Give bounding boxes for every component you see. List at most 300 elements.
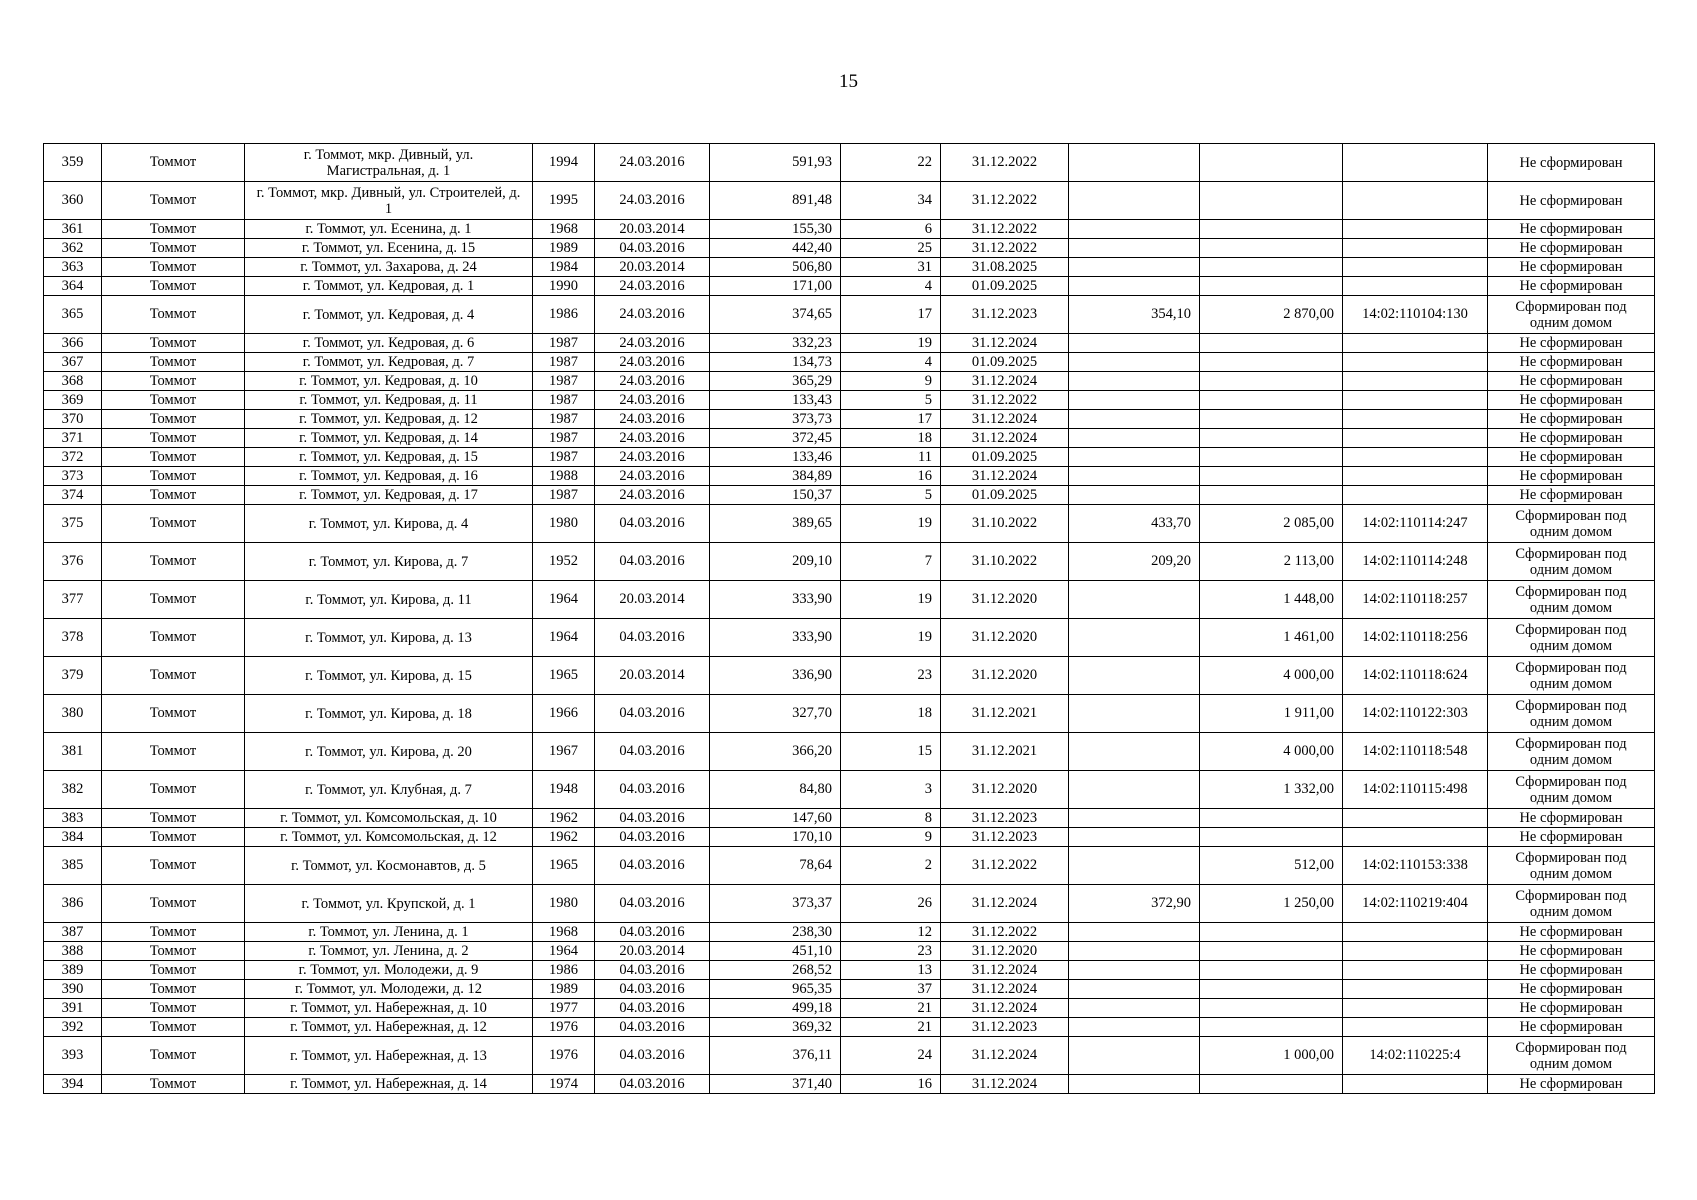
cell-date: 24.03.2016 [595, 372, 710, 391]
cell-deadline: 31.12.2020 [941, 581, 1069, 619]
table-row [44, 733, 1655, 771]
cell-land-area [1069, 1018, 1200, 1037]
cell-land-area: 372,90 [1069, 885, 1200, 923]
cell-land-area [1069, 581, 1200, 619]
cell-cadastral-number: 14:02:110219:404 [1343, 885, 1488, 923]
cell-land-area [1069, 657, 1200, 695]
housing-registry-table [43, 143, 1655, 1094]
cell-area: 891,48 [710, 182, 841, 220]
cell-deadline: 01.09.2025 [941, 277, 1069, 296]
cell-year-built: 1987 [533, 353, 595, 372]
cell-locality: Томмот [102, 809, 245, 828]
cell-cadastral-area [1200, 467, 1343, 486]
table-row [44, 657, 1655, 695]
cell-locality: Томмот [102, 353, 245, 372]
cell-residents: 23 [841, 657, 941, 695]
cell-residents: 2 [841, 847, 941, 885]
cell-residents: 34 [841, 182, 941, 220]
cell-area: 506,80 [710, 258, 841, 277]
cell-locality: Томмот [102, 847, 245, 885]
cell-land-status: Не сформирован [1488, 980, 1655, 999]
cell-land-status: Сформирован под одним домом [1488, 581, 1655, 619]
cell-area: 147,60 [710, 809, 841, 828]
cell-date: 24.03.2016 [595, 429, 710, 448]
cell-date: 24.03.2016 [595, 182, 710, 220]
cell-residents: 17 [841, 296, 941, 334]
cell-address: г. Томмот, ул. Захарова, д. 24 [245, 258, 533, 277]
cell-date: 04.03.2016 [595, 847, 710, 885]
cell-locality: Томмот [102, 505, 245, 543]
cell-cadastral-number [1343, 372, 1488, 391]
cell-residents: 25 [841, 239, 941, 258]
cell-area: 133,46 [710, 448, 841, 467]
cell-address: г. Томмот, ул. Кедровая, д. 12 [245, 410, 533, 429]
cell-address: г. Томмот, ул. Кедровая, д. 10 [245, 372, 533, 391]
cell-locality: Томмот [102, 543, 245, 581]
cell-date: 04.03.2016 [595, 619, 710, 657]
cell-locality: Томмот [102, 220, 245, 239]
cell-land-area [1069, 448, 1200, 467]
cell-land-status: Сформирован под одним домом [1488, 733, 1655, 771]
cell-cadastral-area: 1 332,00 [1200, 771, 1343, 809]
cell-residents: 21 [841, 999, 941, 1018]
cell-locality: Томмот [102, 733, 245, 771]
cell-deadline: 31.12.2022 [941, 239, 1069, 258]
cell-date: 04.03.2016 [595, 733, 710, 771]
cell-year-built: 1995 [533, 182, 595, 220]
cell-cadastral-area [1200, 334, 1343, 353]
cell-year-built: 1994 [533, 144, 595, 182]
cell-row-number: 365 [44, 296, 102, 334]
cell-cadastral-number [1343, 467, 1488, 486]
cell-year-built: 1965 [533, 657, 595, 695]
cell-deadline: 31.12.2024 [941, 429, 1069, 448]
cell-year-built: 1948 [533, 771, 595, 809]
cell-land-status: Не сформирован [1488, 144, 1655, 182]
cell-land-area [1069, 619, 1200, 657]
cell-area: 327,70 [710, 695, 841, 733]
cell-locality: Томмот [102, 771, 245, 809]
cell-deadline: 31.12.2024 [941, 334, 1069, 353]
cell-cadastral-number [1343, 1075, 1488, 1094]
cell-area: 333,90 [710, 619, 841, 657]
cell-address: г. Томмот, ул. Ленина, д. 2 [245, 942, 533, 961]
cell-year-built: 1984 [533, 258, 595, 277]
cell-address: г. Томмот, ул. Кирова, д. 15 [245, 657, 533, 695]
cell-cadastral-area [1200, 828, 1343, 847]
table-row [44, 1075, 1655, 1094]
cell-area: 365,29 [710, 372, 841, 391]
cell-locality: Томмот [102, 619, 245, 657]
cell-cadastral-area: 2 085,00 [1200, 505, 1343, 543]
cell-address: г. Томмот, мкр. Дивный, ул. Магистральная, д. 1 [245, 144, 533, 182]
cell-locality: Томмот [102, 410, 245, 429]
cell-area: 209,10 [710, 543, 841, 581]
cell-deadline: 31.12.2024 [941, 467, 1069, 486]
cell-address: г. Томмот, ул. Крупской, д. 1 [245, 885, 533, 923]
table-row [44, 429, 1655, 448]
cell-land-status: Не сформирован [1488, 1075, 1655, 1094]
cell-land-status: Не сформирован [1488, 277, 1655, 296]
cell-year-built: 1964 [533, 942, 595, 961]
cell-year-built: 1990 [533, 277, 595, 296]
cell-area: 965,35 [710, 980, 841, 999]
cell-land-status: Не сформирован [1488, 467, 1655, 486]
cell-area: 84,80 [710, 771, 841, 809]
cell-deadline: 31.12.2024 [941, 372, 1069, 391]
cell-land-status: Не сформирован [1488, 828, 1655, 847]
cell-date: 04.03.2016 [595, 1037, 710, 1075]
cell-cadastral-number [1343, 429, 1488, 448]
cell-date: 04.03.2016 [595, 809, 710, 828]
cell-residents: 7 [841, 543, 941, 581]
cell-address: г. Томмот, ул. Кедровая, д. 15 [245, 448, 533, 467]
table-row [44, 1018, 1655, 1037]
cell-address: г. Томмот, ул. Молодежи, д. 12 [245, 980, 533, 999]
table-row [44, 486, 1655, 505]
cell-locality: Томмот [102, 239, 245, 258]
cell-row-number: 394 [44, 1075, 102, 1094]
cell-cadastral-number [1343, 1018, 1488, 1037]
cell-row-number: 386 [44, 885, 102, 923]
cell-residents: 5 [841, 391, 941, 410]
cell-row-number: 377 [44, 581, 102, 619]
cell-row-number: 378 [44, 619, 102, 657]
cell-land-status: Не сформирован [1488, 353, 1655, 372]
cell-deadline: 31.12.2022 [941, 182, 1069, 220]
cell-locality: Томмот [102, 296, 245, 334]
cell-locality: Томмот [102, 581, 245, 619]
table-row [44, 619, 1655, 657]
cell-area: 369,32 [710, 1018, 841, 1037]
table-row [44, 448, 1655, 467]
cell-cadastral-area [1200, 220, 1343, 239]
table-row [44, 980, 1655, 999]
table-row [44, 543, 1655, 581]
cell-residents: 21 [841, 1018, 941, 1037]
cell-area: 499,18 [710, 999, 841, 1018]
cell-land-area [1069, 410, 1200, 429]
table-row [44, 961, 1655, 980]
cell-deadline: 31.12.2023 [941, 296, 1069, 334]
cell-row-number: 389 [44, 961, 102, 980]
table-row [44, 1037, 1655, 1075]
cell-residents: 8 [841, 809, 941, 828]
cell-land-area [1069, 182, 1200, 220]
cell-land-status: Сформирован под одним домом [1488, 847, 1655, 885]
cell-row-number: 392 [44, 1018, 102, 1037]
cell-row-number: 385 [44, 847, 102, 885]
cell-address: г. Томмот, ул. Есенина, д. 1 [245, 220, 533, 239]
cell-address: г. Томмот, ул. Кедровая, д. 4 [245, 296, 533, 334]
cell-address: г. Томмот, ул. Кирова, д. 11 [245, 581, 533, 619]
cell-year-built: 1967 [533, 733, 595, 771]
cell-address: г. Томмот, ул. Молодежи, д. 9 [245, 961, 533, 980]
cell-cadastral-area [1200, 410, 1343, 429]
cell-deadline: 01.09.2025 [941, 353, 1069, 372]
cell-residents: 16 [841, 467, 941, 486]
cell-land-status: Сформирован под одним домом [1488, 619, 1655, 657]
cell-cadastral-number: 14:02:110118:257 [1343, 581, 1488, 619]
cell-address: г. Томмот, ул. Комсомольская, д. 12 [245, 828, 533, 847]
cell-locality: Томмот [102, 429, 245, 448]
cell-land-area [1069, 942, 1200, 961]
cell-land-area [1069, 733, 1200, 771]
cell-residents: 23 [841, 942, 941, 961]
cell-cadastral-number [1343, 182, 1488, 220]
cell-land-area [1069, 239, 1200, 258]
cell-area: 373,37 [710, 885, 841, 923]
cell-locality: Томмот [102, 695, 245, 733]
cell-area: 374,65 [710, 296, 841, 334]
cell-residents: 3 [841, 771, 941, 809]
cell-land-area [1069, 828, 1200, 847]
cell-land-status: Не сформирован [1488, 429, 1655, 448]
cell-land-status: Сформирован под одним домом [1488, 543, 1655, 581]
cell-land-status: Не сформирован [1488, 220, 1655, 239]
cell-date: 04.03.2016 [595, 543, 710, 581]
cell-year-built: 1977 [533, 999, 595, 1018]
cell-row-number: 360 [44, 182, 102, 220]
cell-cadastral-area [1200, 277, 1343, 296]
cell-deadline: 31.12.2022 [941, 144, 1069, 182]
cell-cadastral-number: 14:02:110104:130 [1343, 296, 1488, 334]
cell-land-area: 209,20 [1069, 543, 1200, 581]
cell-year-built: 1987 [533, 391, 595, 410]
cell-cadastral-area [1200, 448, 1343, 467]
cell-cadastral-number [1343, 942, 1488, 961]
cell-land-area [1069, 847, 1200, 885]
cell-locality: Томмот [102, 144, 245, 182]
cell-land-area [1069, 999, 1200, 1018]
cell-area: 150,37 [710, 486, 841, 505]
cell-cadastral-number [1343, 277, 1488, 296]
cell-address: г. Томмот, ул. Кедровая, д. 14 [245, 429, 533, 448]
cell-area: 238,30 [710, 923, 841, 942]
cell-residents: 12 [841, 923, 941, 942]
cell-year-built: 1966 [533, 695, 595, 733]
cell-area: 155,30 [710, 220, 841, 239]
table-row [44, 505, 1655, 543]
cell-locality: Томмот [102, 885, 245, 923]
cell-year-built: 1968 [533, 923, 595, 942]
table-row [44, 467, 1655, 486]
cell-cadastral-area [1200, 1018, 1343, 1037]
cell-locality: Томмот [102, 961, 245, 980]
cell-area: 372,45 [710, 429, 841, 448]
cell-residents: 15 [841, 733, 941, 771]
table-row [44, 144, 1655, 182]
cell-land-status: Не сформирован [1488, 942, 1655, 961]
cell-cadastral-number [1343, 923, 1488, 942]
cell-date: 24.03.2016 [595, 448, 710, 467]
cell-address: г. Томмот, ул. Кедровая, д. 16 [245, 467, 533, 486]
cell-date: 20.03.2014 [595, 581, 710, 619]
cell-row-number: 375 [44, 505, 102, 543]
cell-date: 04.03.2016 [595, 885, 710, 923]
cell-date: 20.03.2014 [595, 220, 710, 239]
table-row [44, 353, 1655, 372]
cell-land-area [1069, 277, 1200, 296]
cell-row-number: 380 [44, 695, 102, 733]
cell-land-status: Сформирован под одним домом [1488, 771, 1655, 809]
cell-deadline: 31.12.2021 [941, 733, 1069, 771]
cell-cadastral-number: 14:02:110122:303 [1343, 695, 1488, 733]
cell-address: г. Томмот, ул. Набережная, д. 13 [245, 1037, 533, 1075]
cell-land-area [1069, 144, 1200, 182]
cell-cadastral-number [1343, 220, 1488, 239]
table-body [44, 144, 1655, 1094]
cell-row-number: 362 [44, 239, 102, 258]
cell-cadastral-area: 4 000,00 [1200, 657, 1343, 695]
cell-deadline: 31.08.2025 [941, 258, 1069, 277]
cell-row-number: 393 [44, 1037, 102, 1075]
cell-cadastral-area [1200, 182, 1343, 220]
cell-cadastral-number [1343, 239, 1488, 258]
cell-locality: Томмот [102, 277, 245, 296]
cell-deadline: 31.12.2024 [941, 999, 1069, 1018]
table-row [44, 923, 1655, 942]
cell-locality: Томмот [102, 999, 245, 1018]
cell-area: 376,11 [710, 1037, 841, 1075]
cell-cadastral-number [1343, 144, 1488, 182]
cell-locality: Томмот [102, 467, 245, 486]
cell-row-number: 368 [44, 372, 102, 391]
cell-deadline: 31.12.2020 [941, 771, 1069, 809]
cell-address: г. Томмот, ул. Кедровая, д. 11 [245, 391, 533, 410]
cell-deadline: 31.12.2020 [941, 619, 1069, 657]
cell-row-number: 390 [44, 980, 102, 999]
cell-cadastral-number [1343, 353, 1488, 372]
table-row [44, 258, 1655, 277]
cell-land-status: Сформирован под одним домом [1488, 296, 1655, 334]
cell-deadline: 31.12.2020 [941, 942, 1069, 961]
cell-cadastral-area: 512,00 [1200, 847, 1343, 885]
cell-deadline: 31.12.2021 [941, 695, 1069, 733]
cell-row-number: 363 [44, 258, 102, 277]
cell-address: г. Томмот, ул. Ленина, д. 1 [245, 923, 533, 942]
cell-deadline: 31.10.2022 [941, 505, 1069, 543]
cell-address: г. Томмот, ул. Кирова, д. 20 [245, 733, 533, 771]
cell-year-built: 1987 [533, 429, 595, 448]
cell-address: г. Томмот, ул. Кедровая, д. 7 [245, 353, 533, 372]
cell-locality: Томмот [102, 828, 245, 847]
cell-residents: 22 [841, 144, 941, 182]
cell-residents: 19 [841, 581, 941, 619]
cell-area: 133,43 [710, 391, 841, 410]
cell-date: 24.03.2016 [595, 277, 710, 296]
cell-deadline: 31.12.2023 [941, 1018, 1069, 1037]
cell-land-area [1069, 486, 1200, 505]
cell-address: г. Томмот, ул. Кирова, д. 7 [245, 543, 533, 581]
table-row [44, 942, 1655, 961]
cell-locality: Томмот [102, 258, 245, 277]
table-row [44, 391, 1655, 410]
cell-residents: 11 [841, 448, 941, 467]
cell-address: г. Томмот, ул. Клубная, д. 7 [245, 771, 533, 809]
cell-residents: 24 [841, 1037, 941, 1075]
cell-land-status: Сформирован под одним домом [1488, 1037, 1655, 1075]
cell-locality: Томмот [102, 980, 245, 999]
cell-land-status: Сформирован под одним домом [1488, 695, 1655, 733]
cell-cadastral-number [1343, 448, 1488, 467]
cell-cadastral-number: 14:02:110118:548 [1343, 733, 1488, 771]
cell-cadastral-area [1200, 429, 1343, 448]
cell-land-status: Не сформирован [1488, 448, 1655, 467]
cell-date: 24.03.2016 [595, 334, 710, 353]
cell-cadastral-area [1200, 258, 1343, 277]
table-row [44, 277, 1655, 296]
cell-year-built: 1964 [533, 619, 595, 657]
cell-residents: 19 [841, 505, 941, 543]
cell-cadastral-area: 2 113,00 [1200, 543, 1343, 581]
cell-address: г. Томмот, ул. Кирова, д. 18 [245, 695, 533, 733]
cell-date: 24.03.2016 [595, 410, 710, 429]
cell-land-area [1069, 334, 1200, 353]
cell-address: г. Томмот, ул. Кирова, д. 4 [245, 505, 533, 543]
cell-land-area [1069, 923, 1200, 942]
cell-land-area: 354,10 [1069, 296, 1200, 334]
cell-area: 591,93 [710, 144, 841, 182]
cell-deadline: 31.12.2023 [941, 828, 1069, 847]
cell-residents: 26 [841, 885, 941, 923]
cell-residents: 13 [841, 961, 941, 980]
cell-year-built: 1987 [533, 372, 595, 391]
cell-cadastral-area: 4 000,00 [1200, 733, 1343, 771]
cell-year-built: 1986 [533, 296, 595, 334]
cell-land-area [1069, 372, 1200, 391]
cell-cadastral-number [1343, 334, 1488, 353]
cell-cadastral-number [1343, 980, 1488, 999]
cell-cadastral-area: 2 870,00 [1200, 296, 1343, 334]
cell-land-area [1069, 391, 1200, 410]
table-row [44, 885, 1655, 923]
table-row [44, 847, 1655, 885]
cell-land-status: Сформирован под одним домом [1488, 505, 1655, 543]
cell-cadastral-number: 14:02:110153:338 [1343, 847, 1488, 885]
cell-cadastral-area [1200, 353, 1343, 372]
cell-row-number: 384 [44, 828, 102, 847]
cell-cadastral-number: 14:02:110114:247 [1343, 505, 1488, 543]
cell-year-built: 1987 [533, 410, 595, 429]
cell-year-built: 1988 [533, 467, 595, 486]
cell-date: 04.03.2016 [595, 1018, 710, 1037]
cell-locality: Томмот [102, 923, 245, 942]
cell-year-built: 1987 [533, 448, 595, 467]
cell-deadline: 31.12.2024 [941, 1037, 1069, 1075]
cell-land-status: Не сформирован [1488, 410, 1655, 429]
cell-address: г. Томмот, ул. Кедровая, д. 6 [245, 334, 533, 353]
cell-cadastral-area: 1 250,00 [1200, 885, 1343, 923]
cell-cadastral-number [1343, 961, 1488, 980]
table-row [44, 410, 1655, 429]
cell-deadline: 31.12.2024 [941, 980, 1069, 999]
cell-residents: 19 [841, 334, 941, 353]
cell-address: г. Томмот, ул. Кирова, д. 13 [245, 619, 533, 657]
cell-land-status: Не сформирован [1488, 391, 1655, 410]
cell-deadline: 31.12.2024 [941, 410, 1069, 429]
cell-address: г. Томмот, ул. Набережная, д. 12 [245, 1018, 533, 1037]
cell-date: 04.03.2016 [595, 961, 710, 980]
cell-row-number: 391 [44, 999, 102, 1018]
cell-locality: Томмот [102, 1037, 245, 1075]
cell-cadastral-area [1200, 999, 1343, 1018]
table-row [44, 239, 1655, 258]
cell-cadastral-area [1200, 391, 1343, 410]
cell-land-area [1069, 353, 1200, 372]
cell-date: 04.03.2016 [595, 923, 710, 942]
cell-area: 371,40 [710, 1075, 841, 1094]
